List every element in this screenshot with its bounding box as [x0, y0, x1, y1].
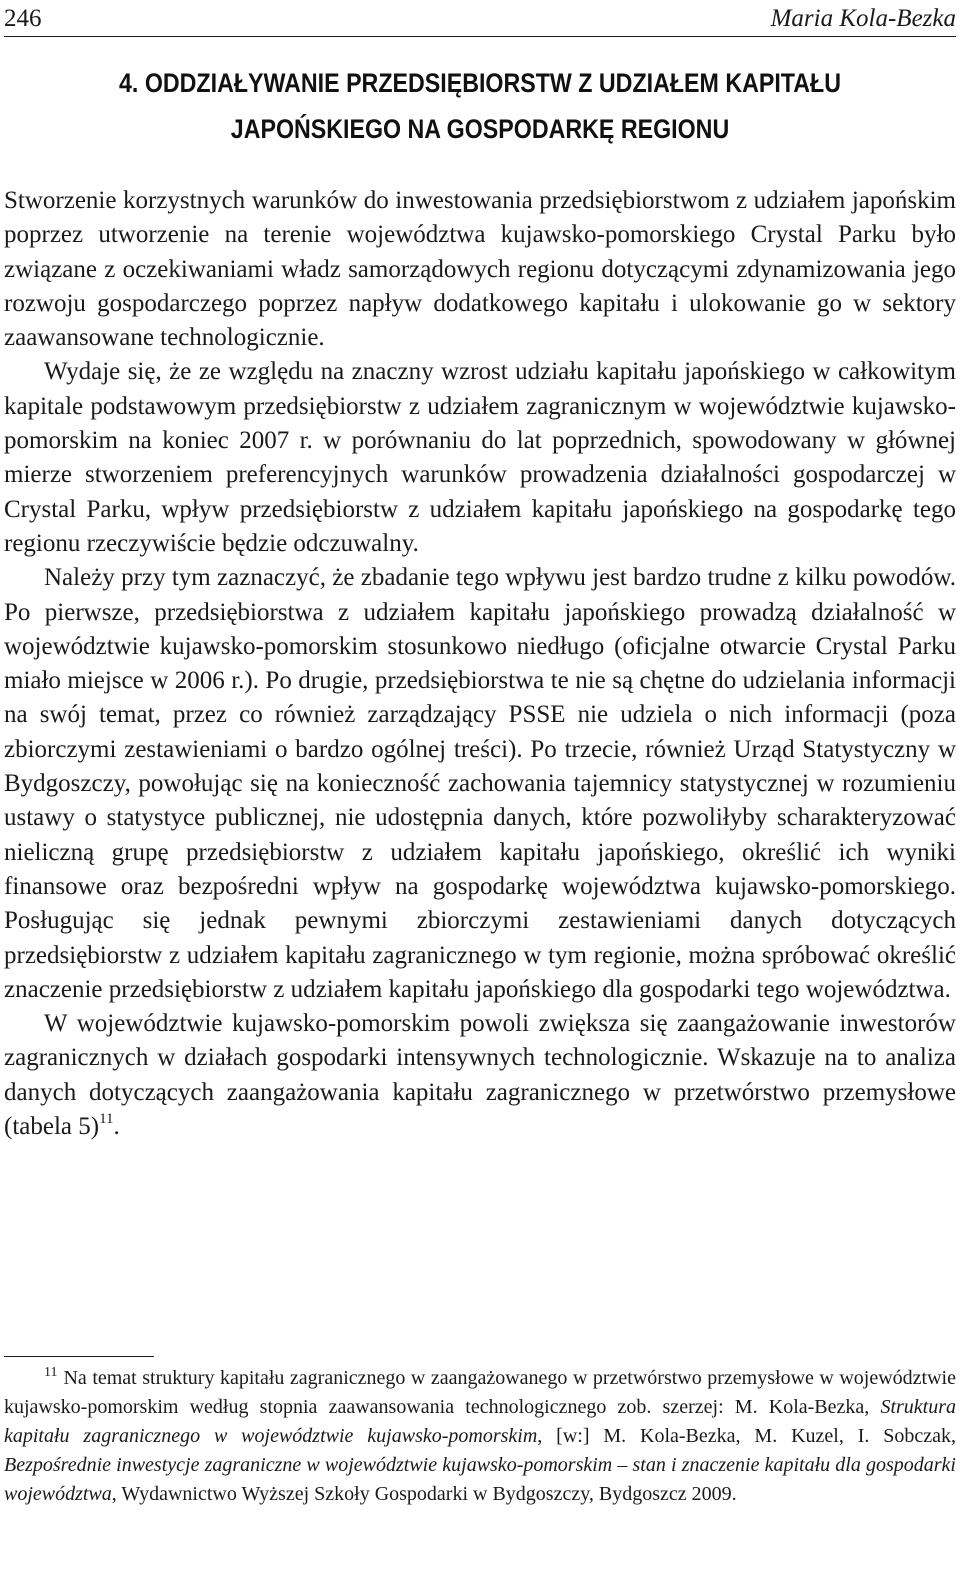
page-number: 246 [4, 5, 42, 32]
paragraph-4-end: . [113, 1113, 120, 1141]
section-heading [71, 60, 890, 152]
footnote-text-1: Na temat struktury kapitału zagranicznego w zaangażowanego w przetwórstwo przemysłowe w województwie kujawsko-pomorskim według stopnia zaawansowania technologicznego zob. szerzej: M. Kola-Bezka, [4, 1367, 956, 1418]
section-heading-line-2: JAPOŃSKIEGO NA GOSPODARKĘ REGIONU [230, 114, 730, 144]
running-header [4, 2, 956, 37]
paragraph-4-text: W województwie kujawsko-pomorskim powoli zwiększa się zaangażowanie inwestorów zagranicznych w działach gospodarki intensywnych technologicznie. Wskazuje na to analiza danych dotyczących zaangażowania kapitału zagranicznego w przetwórstwo przemysłowe (tabela 5) [4, 1010, 956, 1141]
footnote-reference: 11 [99, 1111, 114, 1128]
footnote-mark: 11 [44, 1365, 58, 1380]
paragraph-3: Należy przy tym zaznaczyć, że zbadanie tego wpływu jest bardzo trudne z kilku powodów. Po pierwsze, przedsiębiorstwa z udziałem kapitału japońskiego prowadzą działalność w województwie kujawsko-pomorskim stosunkowo niedługo (oficjalne otwarcie Crystal Parku miało miejsce w 2006 r.). Po drugie, przedsiębiorstwa te nie są chętne do udzielania informacji na swój temat, przez co również zarządzający PSSE nie udziela o nich informacji (poza zbiorczymi zestawieniami o bardzo ogólnej treści). Po trzecie, również Urząd Statystyczny w Bydgoszczy, powołując się na konieczność zachowania tajemnicy statystycznej w rozumieniu ustawy o statystyce publicznej, nie udostępnia danych, które pozwoliłyby scharakteryzować nieliczną grupę przedsiębiorstw z udziałem kapitału japońskiego, określić ich wyniki finansowe oraz bezpośredni wpływ na gospodarkę województwa kujawsko-pomorskiego. Posługując się jednak pewnymi zbiorczymi zestawieniami danych dotyczących przedsiębiorstw z udziałem kapitału zagranicznego w tym regionie, można spróbować określić znaczenie przedsiębiorstw z udziałem kapitału japońskiego dla gospodarki tego województwa. [4, 564, 956, 1003]
footnote-divider [4, 1356, 154, 1357]
running-author: Maria Kola-Bezka [770, 5, 956, 32]
paragraph-2: Wydaje się, że ze względu na znaczny wzrost udziału kapitału japońskiego w całkowitym kapitale podstawowym przedsiębiorstw z udziałem zagranicznym w województwie kujawsko-pomorskim na koniec 2007 r. w porównaniu do lat poprzednich, spowodowany w głównej mierze stworzeniem preferencyjnych warunków prowadzenia działalności gospodarczej w Crystal Parku, wpływ przedsiębiorstw z udziałem kapitału japońskiego na gospodarkę tego regionu rzeczywiście będzie odczuwalny. [4, 358, 956, 557]
footnote [4, 1364, 956, 1509]
body-text [4, 184, 956, 1144]
section-heading-line-1: 4. ODDZIAŁYWANIE PRZEDSIĘBIORSTW Z UDZIAŁEM KAPITAŁU [119, 68, 841, 98]
footnote-text-3: , Wydawnictwo Wyższej Szkoły Gospodarki w Bydgoszczy, Bydgoszcz 2009. [111, 1483, 737, 1505]
paragraph-4 [4, 1007, 956, 1144]
footnote-title-2: Bezpośrednie inwestycje zagraniczne w województwie kujawsko-pomorskim – stan i znaczenie kapitału dla gospodarki województwa [4, 1454, 956, 1505]
footnote-text-2: , [w:] M. Kola-Bezka, M. Kuzel, I. Sobczak, [537, 1425, 956, 1447]
paragraph-1: Stworzenie korzystnych warunków do inwestowania przedsiębiorstwom z udziałem japońskim poprzez utworzenie na terenie województwa kujawsko-pomorskiego Crystal Parku było związane z oczekiwaniami władz samorządowych regionu dotyczącymi zdynamizowania jego rozwoju gospodarczego poprzez napływ dodatkowego kapitału i ulokowanie go w sektory zaawansowane technologicznie. [4, 187, 956, 352]
footnote-title-1: Struktura kapitału zagranicznego w województwie kujawsko-pomorskim [4, 1396, 956, 1447]
